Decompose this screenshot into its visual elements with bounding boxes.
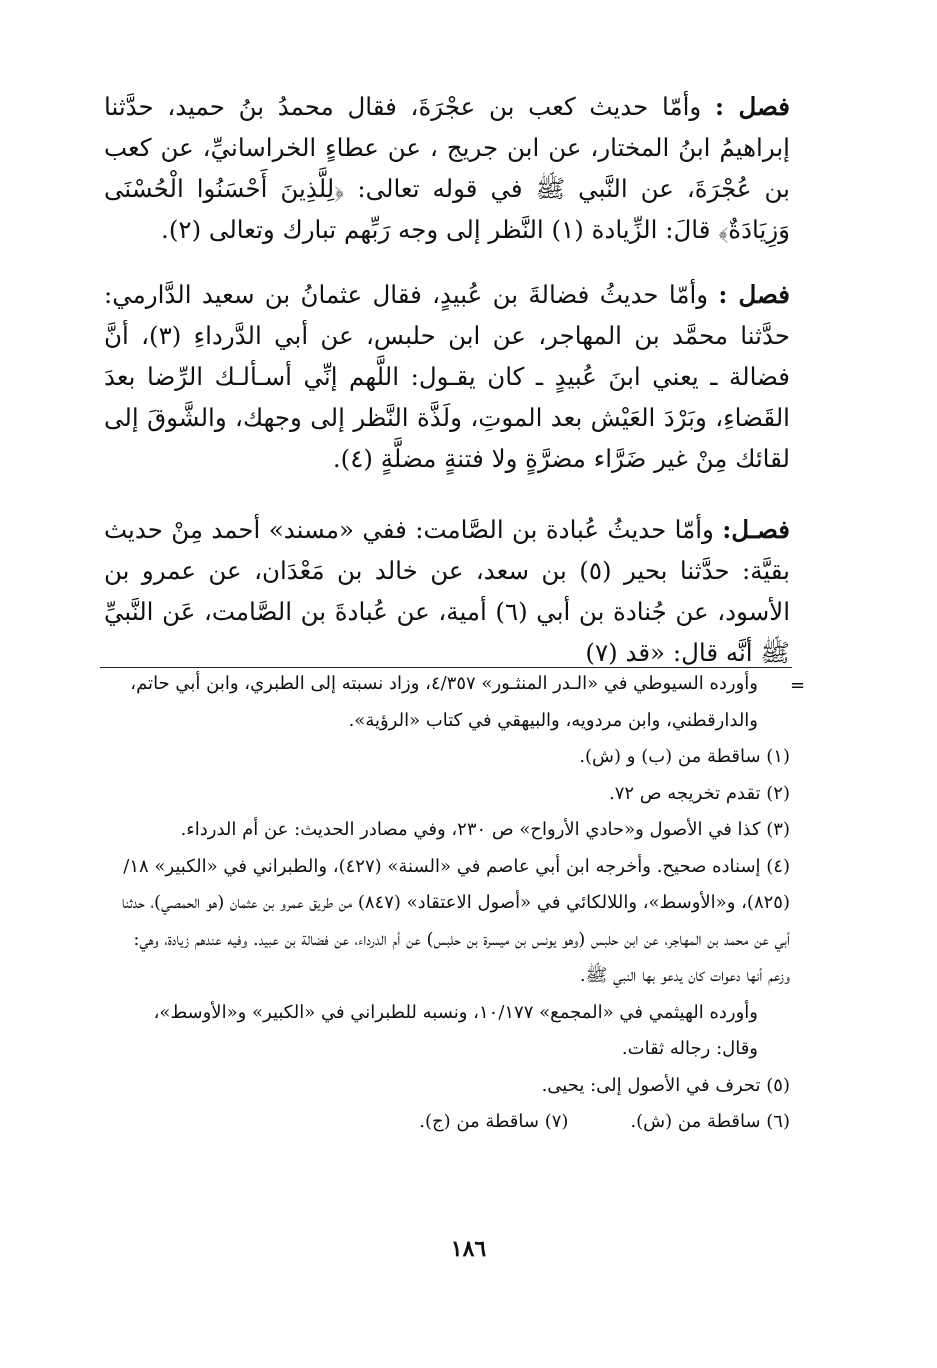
footnote-continuation-mark: = — [790, 675, 806, 696]
footnote-1: (١) ساقطة من (ب) و (ش). — [579, 746, 790, 767]
paragraph-kaab — [104, 86, 790, 250]
footnote-4-continued: وأورده الهيثمي في «المجمع» ١٠/١٧٧، ونسبه للطبراني في «الكبير» و«الأوسط»، وقال: رجاله ثقات. — [153, 1001, 758, 1059]
paragraph-ubada — [104, 509, 790, 673]
footnote-continued: وأورده السيوطي في «الـدر المنثـور» ٤/٣٥٧، وزاد نسبته إلى الطبري، وابن أبي حاتم، والدارقطني، وابن مردويه، والبيهقي في كتاب «الرؤية». — [130, 673, 758, 731]
footnote-5: (٥) تحرف في الأصول إلى: يحيى. — [541, 1074, 790, 1096]
page-number: ١٨٦ — [450, 1236, 487, 1262]
paragraph-text: وأمّا حديثُ عُبادة بن الصَّامت: ففي «مسند» أحمد مِنْ حديث بقيَّة: حدَّثنا بحير (٥) بن سعد، عن خالد بن مَعْدَان، عن عمرو بن الأسود، عن جُنادة بن أبي (٦) أمية، عن عُبادةَ بن الصَّامت، عَن النَّبيِّ ﷺ أنَّه قال: «قد (٧) — [104, 515, 790, 667]
section-heading: فصل : — [714, 92, 790, 121]
section-heading: فصـل: — [722, 515, 790, 544]
footnote-2: (٢) تقدم تخريجه ص ٧٢. — [609, 782, 790, 804]
paragraph-text: وأمّا حديث كعب بن عجْرَةَ، فقال محمدُ بنُ حميد، حدَّثنا إبراهيمُ ابنُ المختار، عن ابن جريج ، عن عطاءٍ الخراسانيِّ، عن كعب بن عُجْرَةَ، عن النَّبي ﷺ في قوله تعالى: ﴿لِلَّذِينَ أَحْسَنُوا الْحُسْنَى وَزِيَادَةٌ﴾ قالَ: الزِّيادة (١) النَّظر إلى وجه رَبِّهم تبارك وتعالى (٢). — [104, 92, 790, 244]
paragraph-fadala — [104, 274, 790, 479]
footnote-7: (٧) ساقطة من (ج). — [419, 1111, 569, 1132]
main-text — [104, 86, 790, 673]
footnote-3: (٣) كذا في الأصول و«حادي الأرواح» ص ٢٣٠، وفي مصادر الحديث: عن أم الدرداء. — [180, 819, 790, 840]
paragraph-text: وأمّا حديثُ فضالةَ بن عُبيدٍ، فقال عثمانُ بن سعيد الدَّارمي: حدَّثنا محمَّد بن المهاجر، عن ابن حلبس، عن أبي الدَّرداءِ (٣)، أنَّ فضالة ـ يعني ابنَ عُبيدٍ ـ كان يقـول: اللَّهم إنِّي أسـألـك الرِّضا بعدَ القَضاءِ، وبَرْدَ العَيْش بعد الموتِ، ولَذَّة النَّظر إلى وجهك، والشَّوقَ إلى لقائك مِنْ غير ضَرَّاء مضرَّةٍ ولا فتنةٍ مضلَّةٍ (٤). — [104, 280, 790, 473]
footnotes — [108, 666, 790, 1141]
footnote-6: (٦) ساقطة من (ش). — [630, 1111, 790, 1132]
section-heading: فصل : — [718, 280, 791, 309]
footnote-4: (٤) إسناده صحيح. وأخرجه ابن أبي عاصم في «السنة» (٤٢٧)، والطبراني في «الكبير» ١٨/ (٨٢٥)، و«الأوسط»، واللالكائي في «أصول الاعتقاد» (٨٤٧) من طريق عمرو بن عثمان (هو الحمصي)، حدثنا أبي عن محمد بن المهاجر، عن ابن حلبس (وهو يونس بن ميسرة بن حلبس) عن أم الدرداء، عن فضالة بن عبيد. وفيه عندهم زيادة، وهي: وزعم أنها دعوات كان يدعو بها النبي ﷺ. — [121, 855, 790, 986]
footnote-row — [108, 1104, 790, 1141]
